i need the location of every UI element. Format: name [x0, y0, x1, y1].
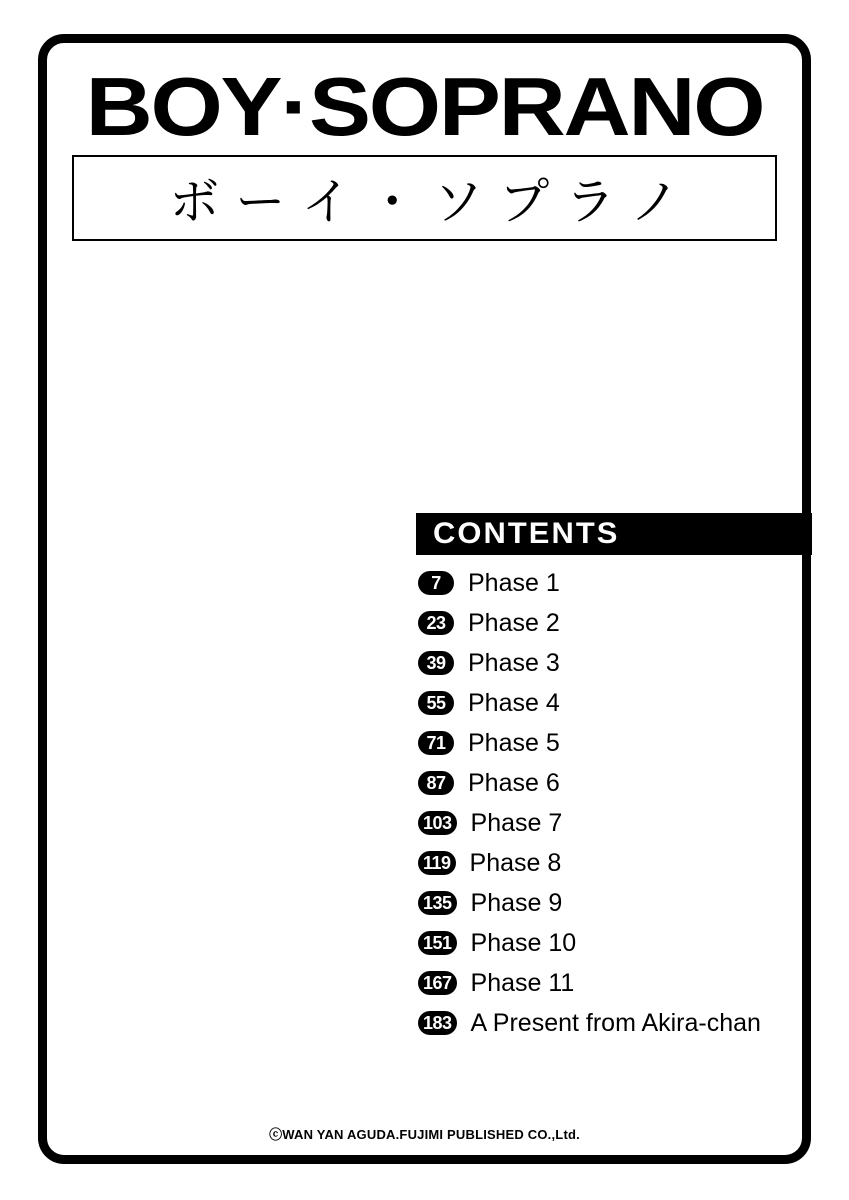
list-item[interactable] [416, 883, 816, 923]
chapter-title: Phase 7 [470, 808, 563, 837]
page-number-badge: 71 [418, 731, 454, 755]
list-item[interactable] [416, 603, 816, 643]
copyright-notice: ⓒWAN YAN AGUDA.FUJIMI PUBLISHED CO.,Ltd. [269, 1127, 580, 1142]
page-number-badge: 103 [418, 811, 457, 835]
list-item[interactable] [416, 843, 816, 883]
contents-header-label: CONTENTS [433, 517, 620, 550]
page-number-badge: 55 [418, 691, 454, 715]
page-number-badge: 135 [418, 891, 457, 915]
page-number-badge: 151 [418, 931, 457, 955]
page-title-kana: ボーイ・ソプラノ [169, 173, 696, 232]
chapter-title: A Present from Akira-chan [470, 1008, 761, 1037]
list-item[interactable] [416, 683, 816, 723]
list-item[interactable] [416, 1003, 816, 1043]
list-item[interactable] [416, 763, 816, 803]
chapter-title: Phase 2 [468, 608, 560, 637]
contents-header [416, 513, 812, 555]
list-item[interactable] [416, 963, 816, 1003]
title-kana-box [72, 155, 777, 241]
chapter-title: Phase 5 [468, 728, 560, 757]
page-title: BOY·SOPRANO [85, 60, 764, 153]
chapter-title: Phase 4 [468, 688, 560, 717]
page-number-badge: 119 [418, 851, 456, 875]
chapter-title: Phase 11 [470, 968, 575, 997]
list-item[interactable] [416, 923, 816, 963]
list-item[interactable] [416, 723, 816, 763]
page-number-badge: 167 [418, 971, 457, 995]
page-number-badge: 23 [418, 611, 454, 635]
chapter-title: Phase 3 [468, 648, 560, 677]
chapter-title: Phase 9 [470, 888, 563, 917]
chapter-title: Phase 10 [470, 928, 577, 957]
chapter-title: Phase 1 [468, 568, 560, 597]
page-number-badge: 87 [418, 771, 454, 795]
page-number-badge: 7 [418, 571, 454, 595]
table-of-contents-list [416, 555, 816, 1043]
chapter-title: Phase 8 [469, 848, 562, 877]
chapter-title: Phase 6 [468, 768, 560, 797]
page-number-badge: 183 [418, 1011, 457, 1035]
list-item[interactable] [416, 803, 816, 843]
list-item[interactable] [416, 563, 816, 603]
title-block [72, 60, 777, 241]
page-number-badge: 39 [418, 651, 454, 675]
list-item[interactable] [416, 643, 816, 683]
contents-section [416, 513, 816, 1043]
